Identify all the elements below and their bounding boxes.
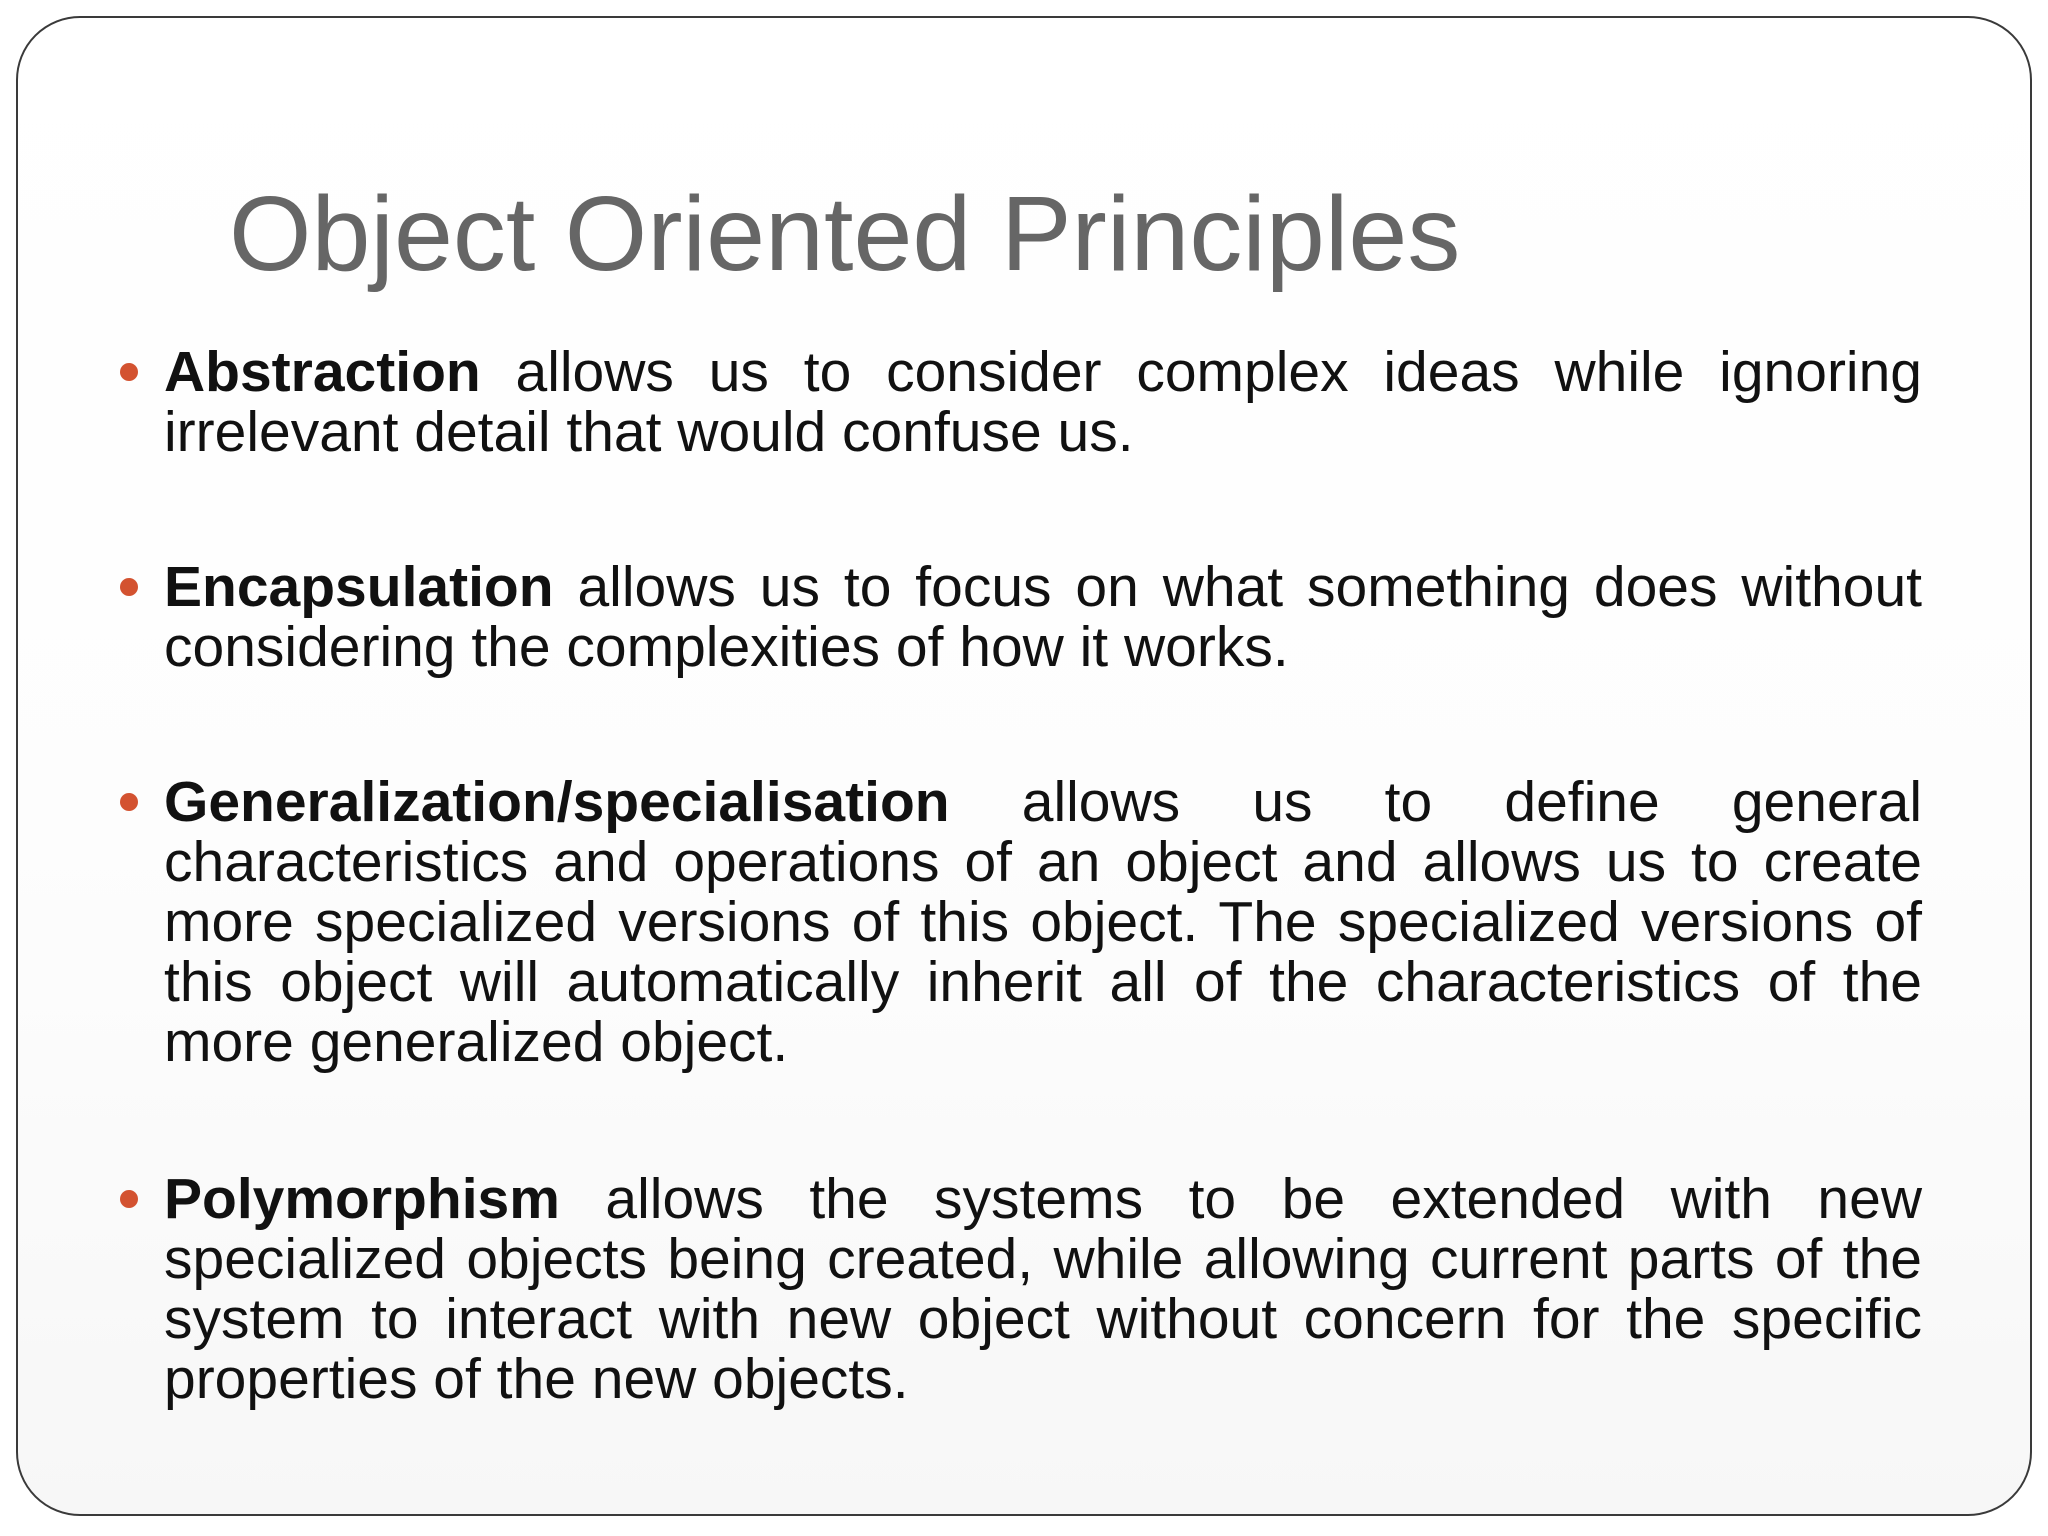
bullet-dot-icon (120, 578, 138, 596)
bullet-text: allows us to define general characteristics and operations of an object and allows us to create more specialized versions of this object. The specialized versions of this object will automatically inherit all of the characteristics of the more generalized object. (164, 770, 1922, 1074)
bullet-dot-icon (120, 793, 138, 811)
bullet-term: Polymorphism (164, 1167, 560, 1231)
bullet-dot-icon (120, 363, 138, 381)
bullet-term: Abstraction (164, 340, 481, 404)
slide-title: Object Oriented Principles (229, 175, 1461, 293)
bullet-item-polymorphism (164, 1169, 1922, 1409)
bullet-item-encapsulation (164, 557, 1922, 677)
bullet-text: allows us to consider complex ideas while ignoring irrelevant detail that would confuse us. (164, 340, 1922, 464)
bullet-list (164, 342, 1922, 1409)
bullet-term: Encapsulation (164, 555, 554, 619)
bullet-text: allows us to focus on what something does without considering the complexities of how it works. (164, 555, 1922, 679)
bullet-text: allows the systems to be extended with new specialized objects being created, while allowing current parts of the system to interact with new object without concern for the specific properties of the new objects. (164, 1167, 1922, 1411)
bullet-term: Generalization/specialisation (164, 770, 950, 834)
bullet-dot-icon (120, 1190, 138, 1208)
bullet-item-generalization (164, 772, 1922, 1072)
slide (16, 16, 2032, 1516)
bullet-item-abstraction (164, 342, 1922, 462)
